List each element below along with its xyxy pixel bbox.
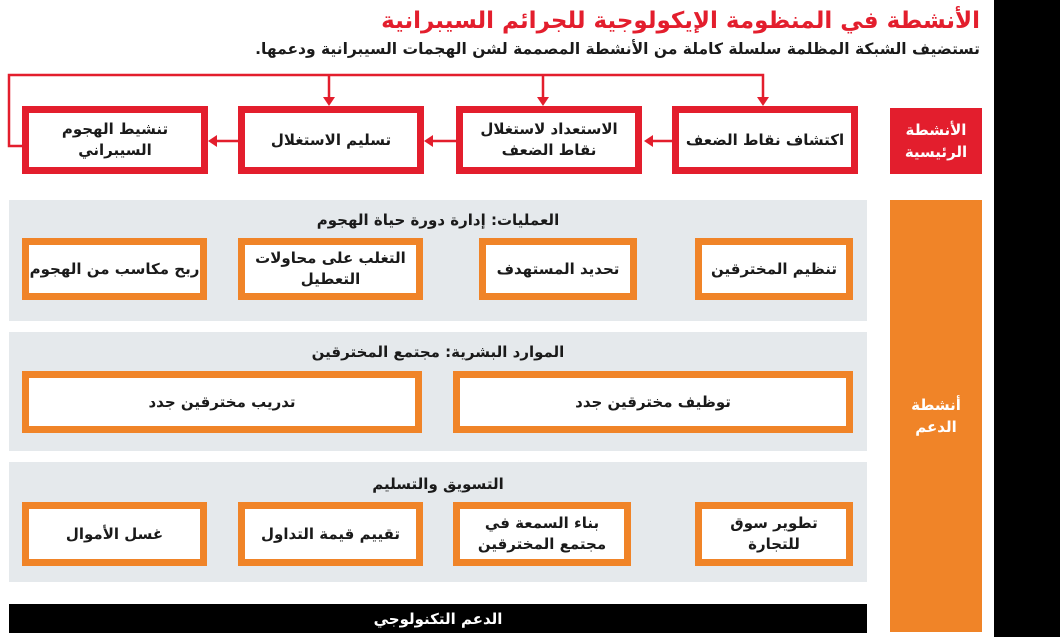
arrow-head-icon xyxy=(757,97,769,106)
arrow-head-icon xyxy=(537,97,549,106)
hr-item-train-hackers: تدريب مخترقين جدد xyxy=(22,371,422,433)
human-resources-panel xyxy=(9,332,867,451)
operations-item-profit-from-attack: ربح مكاسب من الهجوم xyxy=(22,238,207,300)
main-activities-label: الأنشطة الرئيسية xyxy=(890,108,982,174)
marketing-title: التسويق والتسليم xyxy=(372,475,504,493)
marketing-panel xyxy=(9,462,867,582)
page-title: الأنشطة في المنظومة الإيكولوجية للجرائم السيبرانية xyxy=(381,8,980,34)
main-activity-activate-attack: تنشيط الهجوم السيبراني xyxy=(22,106,208,174)
marketing-item-develop-market: تطوير سوق للتجارة xyxy=(695,502,853,566)
operations-item-identify-target: تحديد المستهدف xyxy=(479,238,637,300)
arrow-head-icon xyxy=(208,135,217,147)
tech-support-bar: الدعم التكنولوجي xyxy=(9,604,867,633)
marketing-item-build-reputation: بناء السمعة في مجتمع المخترقين xyxy=(453,502,631,566)
operations-panel xyxy=(9,200,867,321)
hr-item-recruit-hackers: توظيف مخترقين جدد xyxy=(453,371,853,433)
operations-item-organize-hackers: تنظيم المخترقين xyxy=(695,238,853,300)
main-activity-discover-vulnerabilities: اكتشاف نقاط الضعف xyxy=(672,106,858,174)
arrow-head-icon xyxy=(323,97,335,106)
operations-title: العمليات: إدارة دورة حياة الهجوم xyxy=(316,211,560,229)
main-activity-deliver-exploit: تسليم الاستغلال xyxy=(238,106,424,174)
arrow-head-icon xyxy=(644,135,653,147)
page-subtitle: تستضيف الشبكة المظلمة سلسلة كاملة من الأنشطة المصممة لشن الهجمات السيبرانية ودعمها. xyxy=(255,40,980,58)
human-resources-title: الموارد البشرية: مجتمع المخترقين xyxy=(311,343,565,361)
marketing-item-assess-trading-value: تقييم قيمة التداول xyxy=(238,502,423,566)
arrow-head-icon xyxy=(424,135,433,147)
support-activities-label: أنشطة الدعم xyxy=(890,200,982,632)
operations-item-overcome-disruption: التغلب على محاولات التعطيل xyxy=(238,238,423,300)
marketing-item-money-laundering: غسل الأموال xyxy=(22,502,207,566)
main-activity-prepare-exploitation: الاستعداد لاستغلال نقاط الضعف xyxy=(456,106,642,174)
